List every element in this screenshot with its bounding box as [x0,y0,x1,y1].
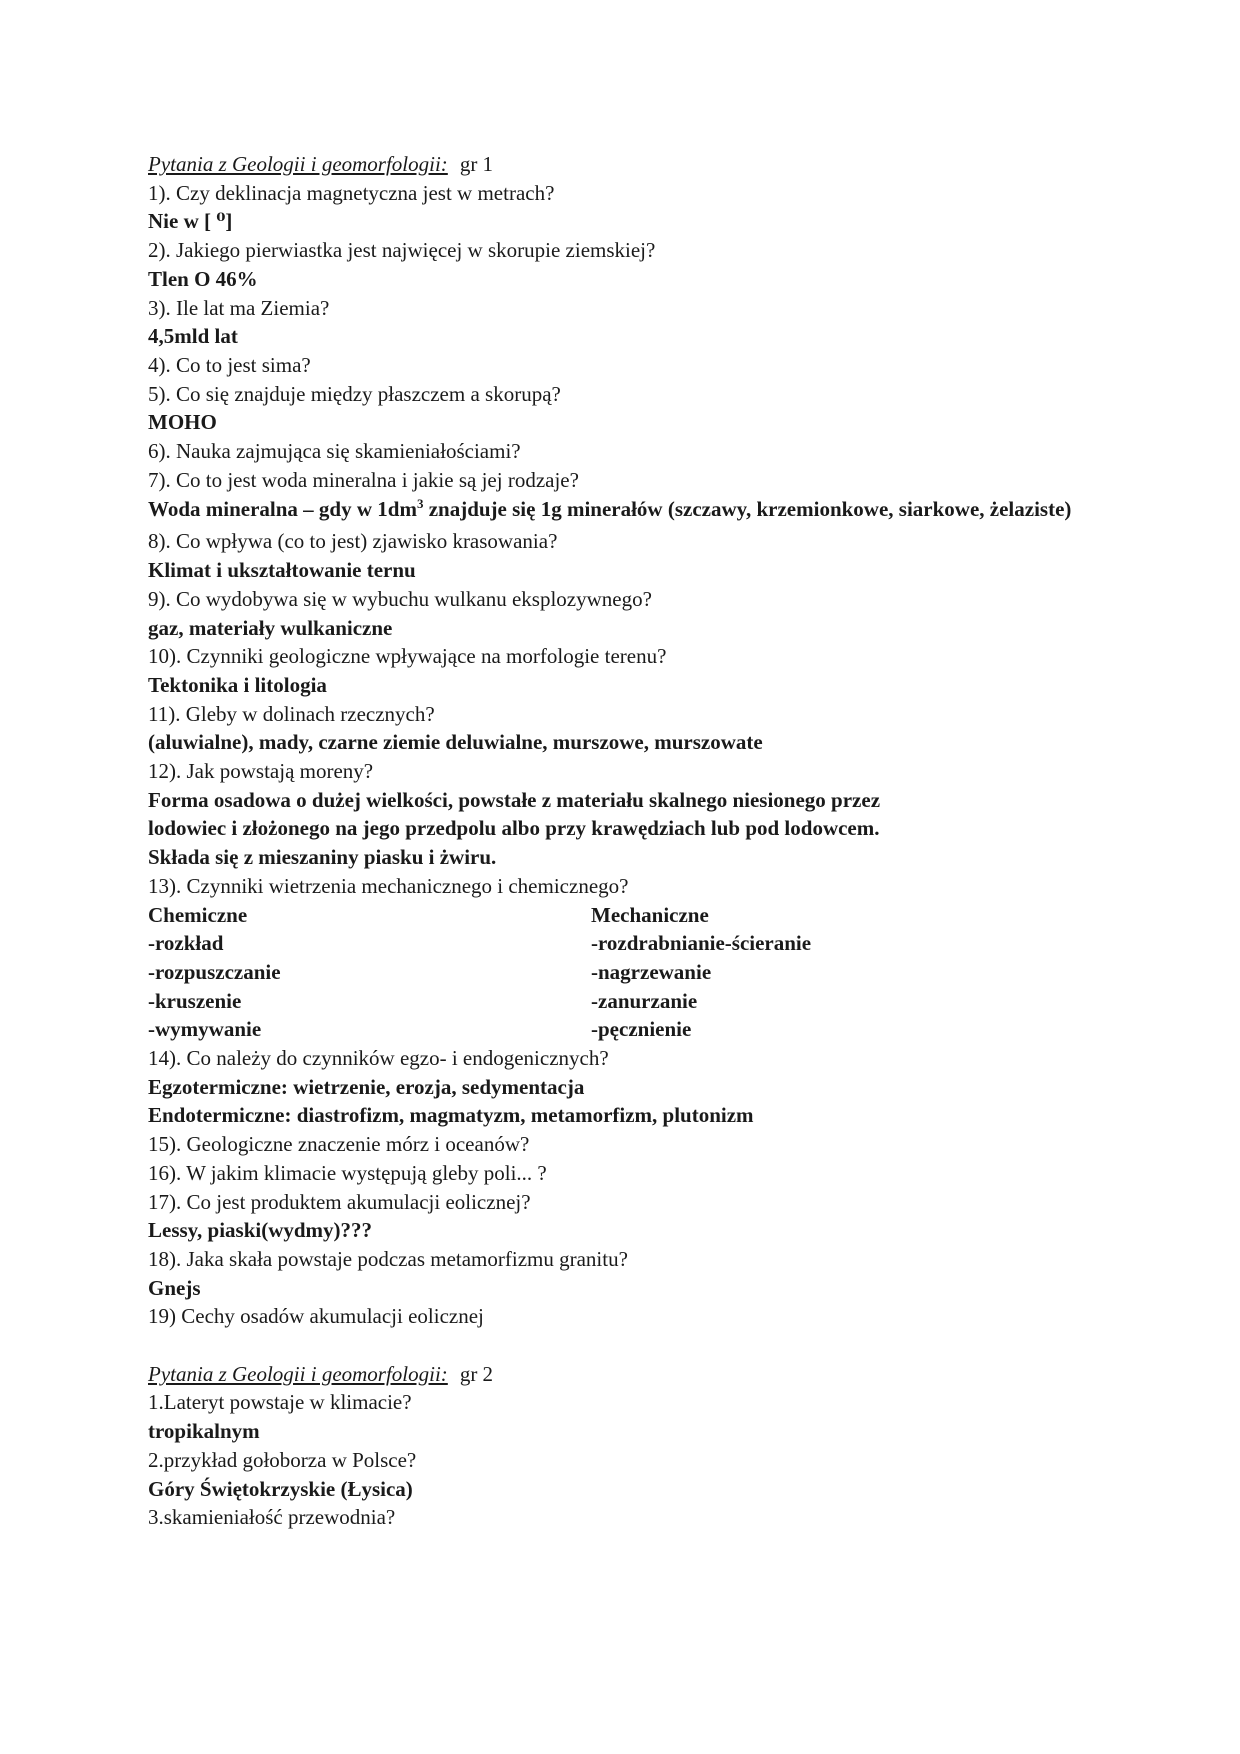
question-8: 8). Co wpływa (co to jest) zjawisko krasowania? [148,529,558,554]
section-title-text: Pytania z Geologii i geomorfologii: [148,152,448,176]
chemical-item: -wymywanie [148,1017,262,1042]
answer-18: Gnejs [148,1275,201,1300]
answer-17: Lessy, piaski(wydmy)??? [148,1218,373,1243]
answer-10: Tektonika i litologia [148,672,327,697]
group-2-question-3: 3.skamieniałość przewodnia? [148,1505,396,1530]
chemical-item: -rozpuszczanie [148,959,281,984]
group-2-question-1: 1.Lateryt powstaje w klimacie? [148,1390,412,1415]
group-2-question-2: 2.przykład gołoborza w Polsce? [148,1447,417,1472]
group-label: gr 1 [459,152,494,176]
weathering-column-chemical [148,901,591,1044]
question-18: 18). Jaka skała powstaje podczas metamorfizmu granitu? [148,1246,628,1271]
mechanical-item: -zanurzanie [591,988,698,1013]
answer-5: MOHO [148,410,217,435]
group-2-answer-1: tropikalnym [148,1419,260,1444]
question-19: 19) Cechy osadów akumulacji eolicznej [148,1304,484,1329]
question-1: 1). Czy deklinacja magnetyczna jest w metrach? [148,180,555,205]
question-11: 11). Gleby w dolinach rzecznych? [148,701,435,726]
answer-2: Tlen O 46% [148,266,258,291]
answer-12-line-2: lodowiec i złożonego na jego przedpolu albo przy krawędziach lub pod lodowcem. [148,816,880,841]
question-15: 15). Geologiczne znaczenie mórz i oceanów? [148,1132,530,1157]
section-title-group-2 [148,1360,1088,1389]
question-17: 17). Co jest produktem akumulacji eolicznej? [148,1189,531,1214]
mechanical-item: -nagrzewanie [591,959,712,984]
weathering-column-mechanical [591,901,1034,1044]
answer-12-line-3: Składa się z mieszaniny piasku i żwiru. [148,845,497,870]
answer-7-part-2: znajduje się 1g minerałów (szczawy, krzemionkowe, siarkowe, żelaziste) [423,497,1072,522]
answer-1: Nie w [ ⁰] [148,209,233,234]
answer-12-line-1: Forma osadowa o dużej wielkości, powstałe z materiału skalnego niesionego przez [148,787,881,812]
question-16: 16). W jakim klimacie występują gleby poli... ? [148,1160,547,1185]
question-10: 10). Czynniki geologiczne wpływające na morfologie terenu? [148,644,667,669]
chemical-item: -kruszenie [148,988,242,1013]
question-4: 4). Co to jest sima? [148,352,311,377]
question-3: 3). Ile lat ma Ziemia? [148,295,330,320]
question-5: 5). Co się znajduje między płaszczem a skorupą? [148,381,561,406]
group-label: gr 2 [459,1361,494,1386]
question-12: 12). Jak powstają moreny? [148,759,374,784]
mechanical-item: -rozdrabnianie-ścieranie [591,931,812,956]
section-title-group-1 [148,150,1088,179]
answer-7 [148,494,1088,525]
answer-3: 4,5mld lat [148,324,238,349]
answer-11: (aluwialne), mady, czarne ziemie deluwialne, murszowe, murszowate [148,730,763,755]
section-gap [148,1331,1088,1360]
question-6: 6). Nauka zajmująca się skamieniałościami? [148,439,521,464]
question-13: 13). Czynniki wietrzenia mechanicznego i chemicznego? [148,873,629,898]
question-2: 2). Jakiego pierwiastka jest najwięcej w skorupie ziemskiej? [148,238,656,263]
answer-7-superscript: 3 [416,496,424,512]
group-2-answer-2: Góry Świętokrzyskie (Łysica) [148,1476,413,1501]
answer-7-part-1: Woda mineralna – gdy w 1dm [148,497,417,522]
column-header-mechanical: Mechaniczne [591,902,709,927]
mechanical-item: -pęcznienie [591,1017,692,1042]
chemical-item: -rozkład [148,931,224,956]
document-content [148,150,1088,1532]
question-7: 7). Co to jest woda mineralna i jakie są jej rodzaje? [148,467,579,492]
section-title-text: Pytania z Geologii i geomorfologii: [148,1361,448,1386]
question-14: 14). Co należy do czynników egzo- i endogenicznych? [148,1046,609,1071]
column-header-chemical: Chemiczne [148,902,248,927]
answer-14-line-2: Endotermiczne: diastrofizm, magmatyzm, metamorfizm, plutonizm [148,1103,754,1128]
answer-8: Klimat i ukształtowanie ternu [148,558,416,583]
answer-9: gaz, materiały wulkaniczne [148,615,393,640]
answer-14-line-1: Egzotermiczne: wietrzenie, erozja, sedymentacja [148,1074,585,1099]
question-9: 9). Co wydobywa się w wybuchu wulkanu eksplozywnego? [148,586,652,611]
weathering-table [148,901,1088,1044]
